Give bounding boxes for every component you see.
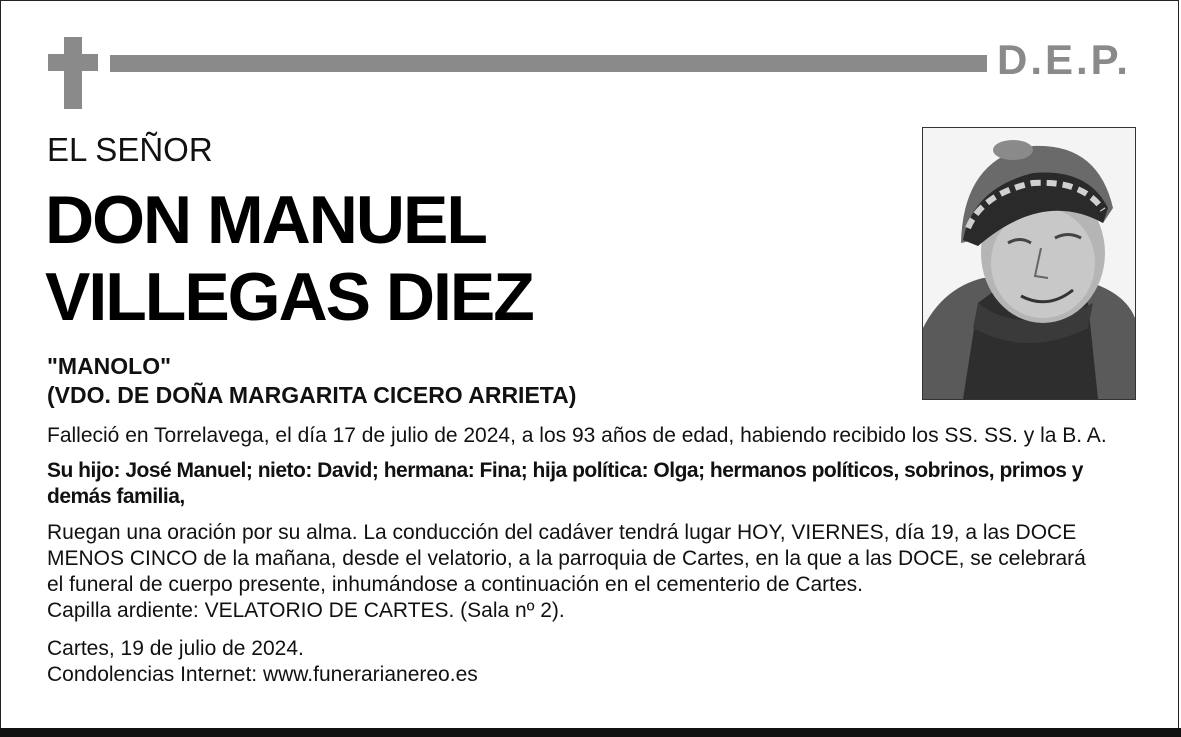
nickname-block <box>47 352 576 410</box>
portrait-image <box>923 128 1135 399</box>
ceremony-line-4: Capilla ardiente: VELATORIO DE CARTES. (Sala nº 2). <box>47 599 565 622</box>
ceremony-details <box>47 520 1147 624</box>
name-line-1: DON MANUEL <box>45 182 486 258</box>
cross-icon <box>48 37 98 109</box>
dep-label: D.E.P. <box>997 36 1131 83</box>
name-line-2: VILLEGAS DIEZ <box>45 259 533 335</box>
condolences-link[interactable]: Condolencias Internet: www.funerarianereo.es <box>47 663 478 686</box>
ceremony-line-1: Ruegan una oración por su alma. La conducción del cadáver tendrá lugar HOY, VIERNES, día 19, a las DOCE <box>47 521 1077 544</box>
bottom-bar <box>0 728 1181 737</box>
ceremony-line-3: el funeral de cuerpo presente, inhumándose a continuación en el cementerio de Cartes. <box>47 573 864 596</box>
death-notice: Falleció en Torrelavega, el día 17 de julio de 2024, a los 93 años de edad, habiendo recibido los SS. SS. y la B. A. <box>47 424 1107 447</box>
header-rule <box>110 55 987 72</box>
deceased-name <box>45 182 533 336</box>
honorific: EL SEÑOR <box>47 131 213 168</box>
family-list: Su hijo: José Manuel; nieto: David; hermana: Fina; hija política: Olga; hermanos políticos, sobrinos, primos y demás familia, <box>47 459 1083 508</box>
nickname: "MANOLO" <box>47 353 172 379</box>
place-date: Cartes, 19 de julio de 2024. <box>47 637 304 660</box>
portrait-photo <box>922 127 1136 400</box>
widower-of: (VDO. DE DOÑA MARGARITA CICERO ARRIETA) <box>47 382 577 408</box>
footer <box>47 636 478 688</box>
ceremony-line-2: MENOS CINCO de la mañana, desde el velatorio, a la parroquia de Cartes, en la que a las DOCE, se celebrará <box>47 547 1086 570</box>
